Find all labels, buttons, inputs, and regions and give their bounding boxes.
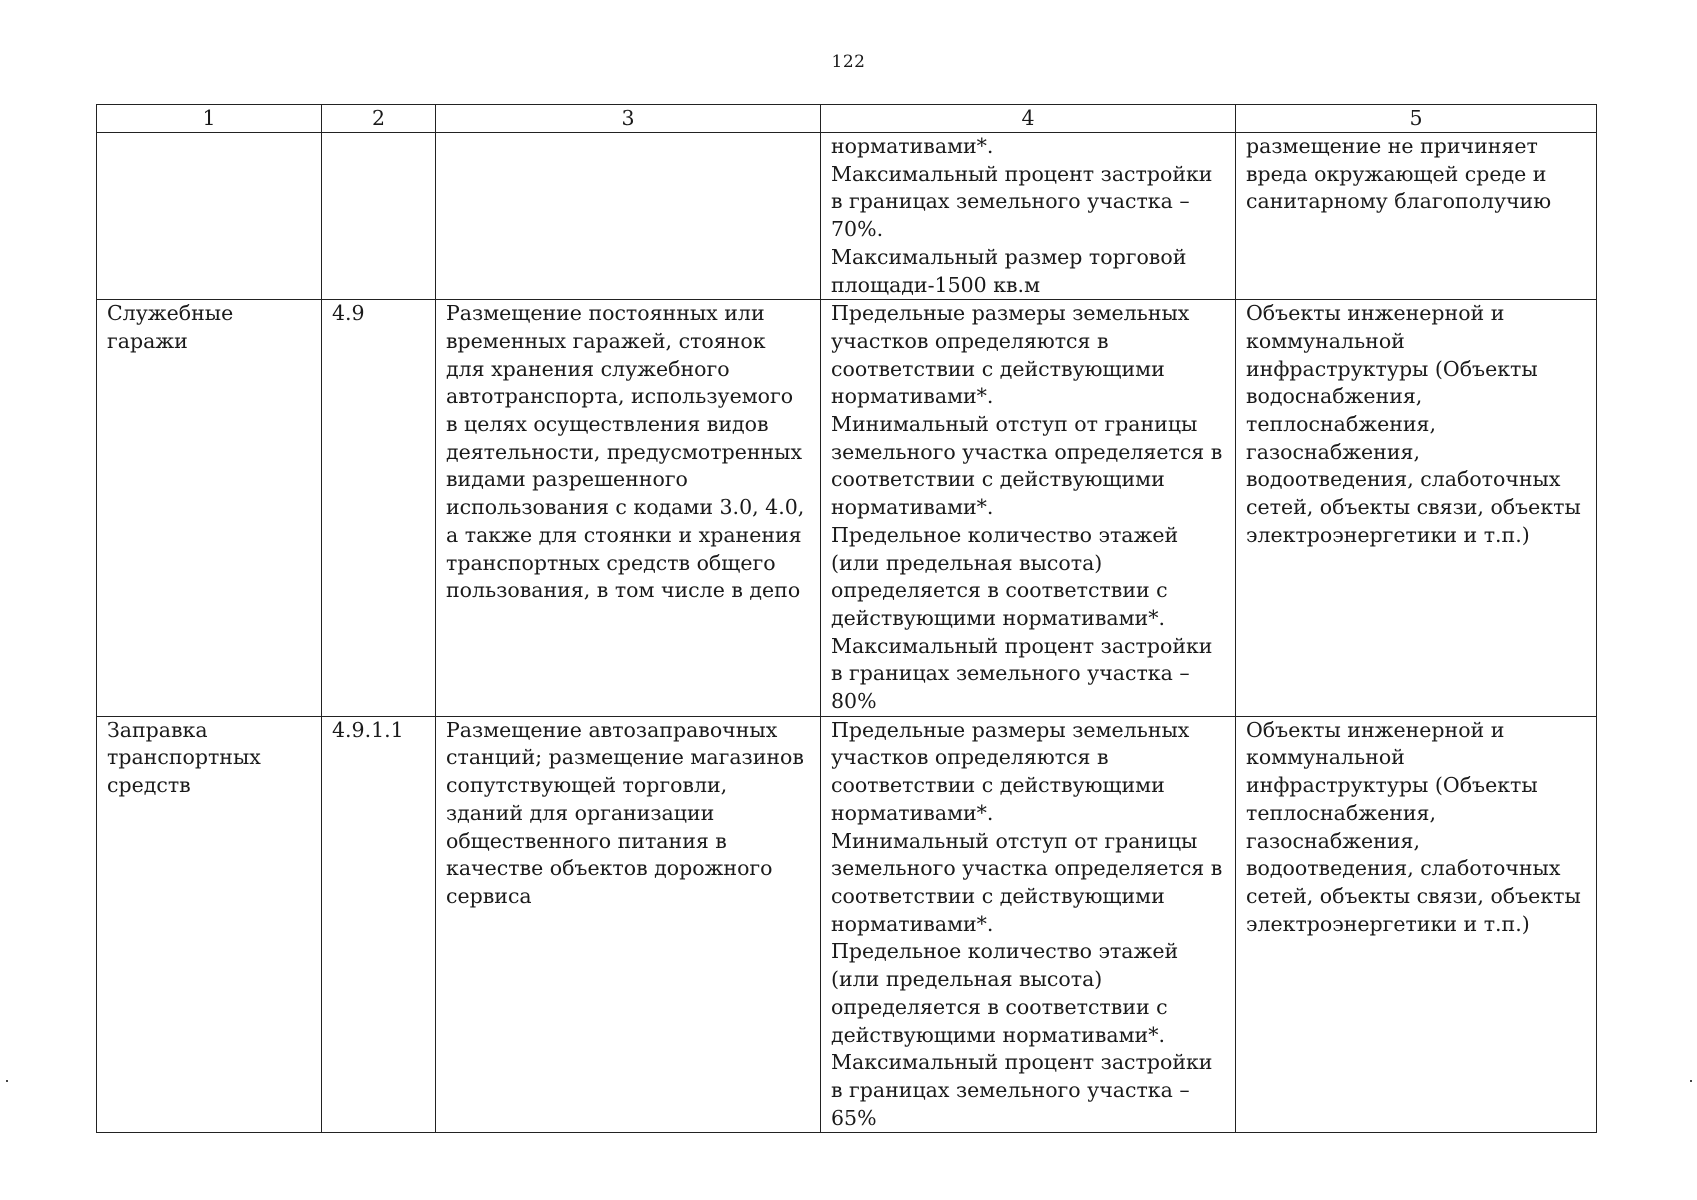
column-header-5: 5 [1236,105,1597,133]
table-row [97,300,1597,717]
parameters-cell: Предельные размеры земельных участков определяются в соответствии с действующими нормативами*. Минимальный отступ от границы земельного участка определяется в соответствии с действующими нормативами*. Предельное количество этажей (или предельная высота) определяется в соответствии с действующими нормативами*. Максимальный процент застройки в границах земельного участка – 80% [821,300,1236,717]
table-header-row [97,105,1597,133]
use-description-cell: Размещение автозаправочных станций; размещение магазинов сопутствующей торговли, зданий для организации общественного питания в качестве объектов дорожного сервиса [436,716,821,1133]
page-number: 122 [831,52,866,72]
use-name-cell: Заправка транспортных средств [97,716,322,1133]
use-code-cell [322,133,436,300]
use-name-cell [97,133,322,300]
use-code-cell: 4.9.1.1 [322,716,436,1133]
use-name-cell: Служебные гаражи [97,300,322,717]
scan-edge-mark-left [6,1080,8,1082]
column-header-3: 3 [436,105,821,133]
conditions-cell: Объекты инженерной и коммунальной инфраструктуры (Объекты водоснабжения, теплоснабжения, газоснабжения, водоотведения, слаботочных сетей, объекты связи, объекты электроэнергетики и т.п.) [1236,300,1597,717]
land-use-table [96,104,1597,1133]
column-header-2: 2 [322,105,436,133]
parameters-cell: Предельные размеры земельных участков определяются в соответствии с действующими нормативами*. Минимальный отступ от границы земельного участка определяется в соответствии с действующими нормативами*. Предельное количество этажей (или предельная высота) определяется в соответствии с действующими нормативами*. Максимальный процент застройки в границах земельного участка – 65% [821,716,1236,1133]
table-row [97,133,1597,300]
use-code-cell: 4.9 [322,300,436,717]
table-row [97,716,1597,1133]
conditions-cell: размещение не причиняет вреда окружающей среде и санитарному благополучию [1236,133,1597,300]
parameters-cell: нормативами*. Максимальный процент застройки в границах земельного участка – 70%. Максимальный размер торговой площади-1500 кв.м [821,133,1236,300]
conditions-cell: Объекты инженерной и коммунальной инфраструктуры (Объекты теплоснабжения, газоснабжения, водоотведения, слаботочных сетей, объекты связи, объекты электроэнергетики и т.п.) [1236,716,1597,1133]
column-header-1: 1 [97,105,322,133]
use-description-cell: Размещение постоянных или временных гаражей, стоянок для хранения служебного автотранспорта, используемого в целях осуществления видов деятельности, предусмотренных видами разрешенного использования с кодами 3.0, 4.0, а также для стоянки и хранения транспортных средств общего пользования, в том числе в депо [436,300,821,717]
scan-edge-mark-right [1690,1080,1692,1082]
column-header-4: 4 [821,105,1236,133]
use-description-cell [436,133,821,300]
